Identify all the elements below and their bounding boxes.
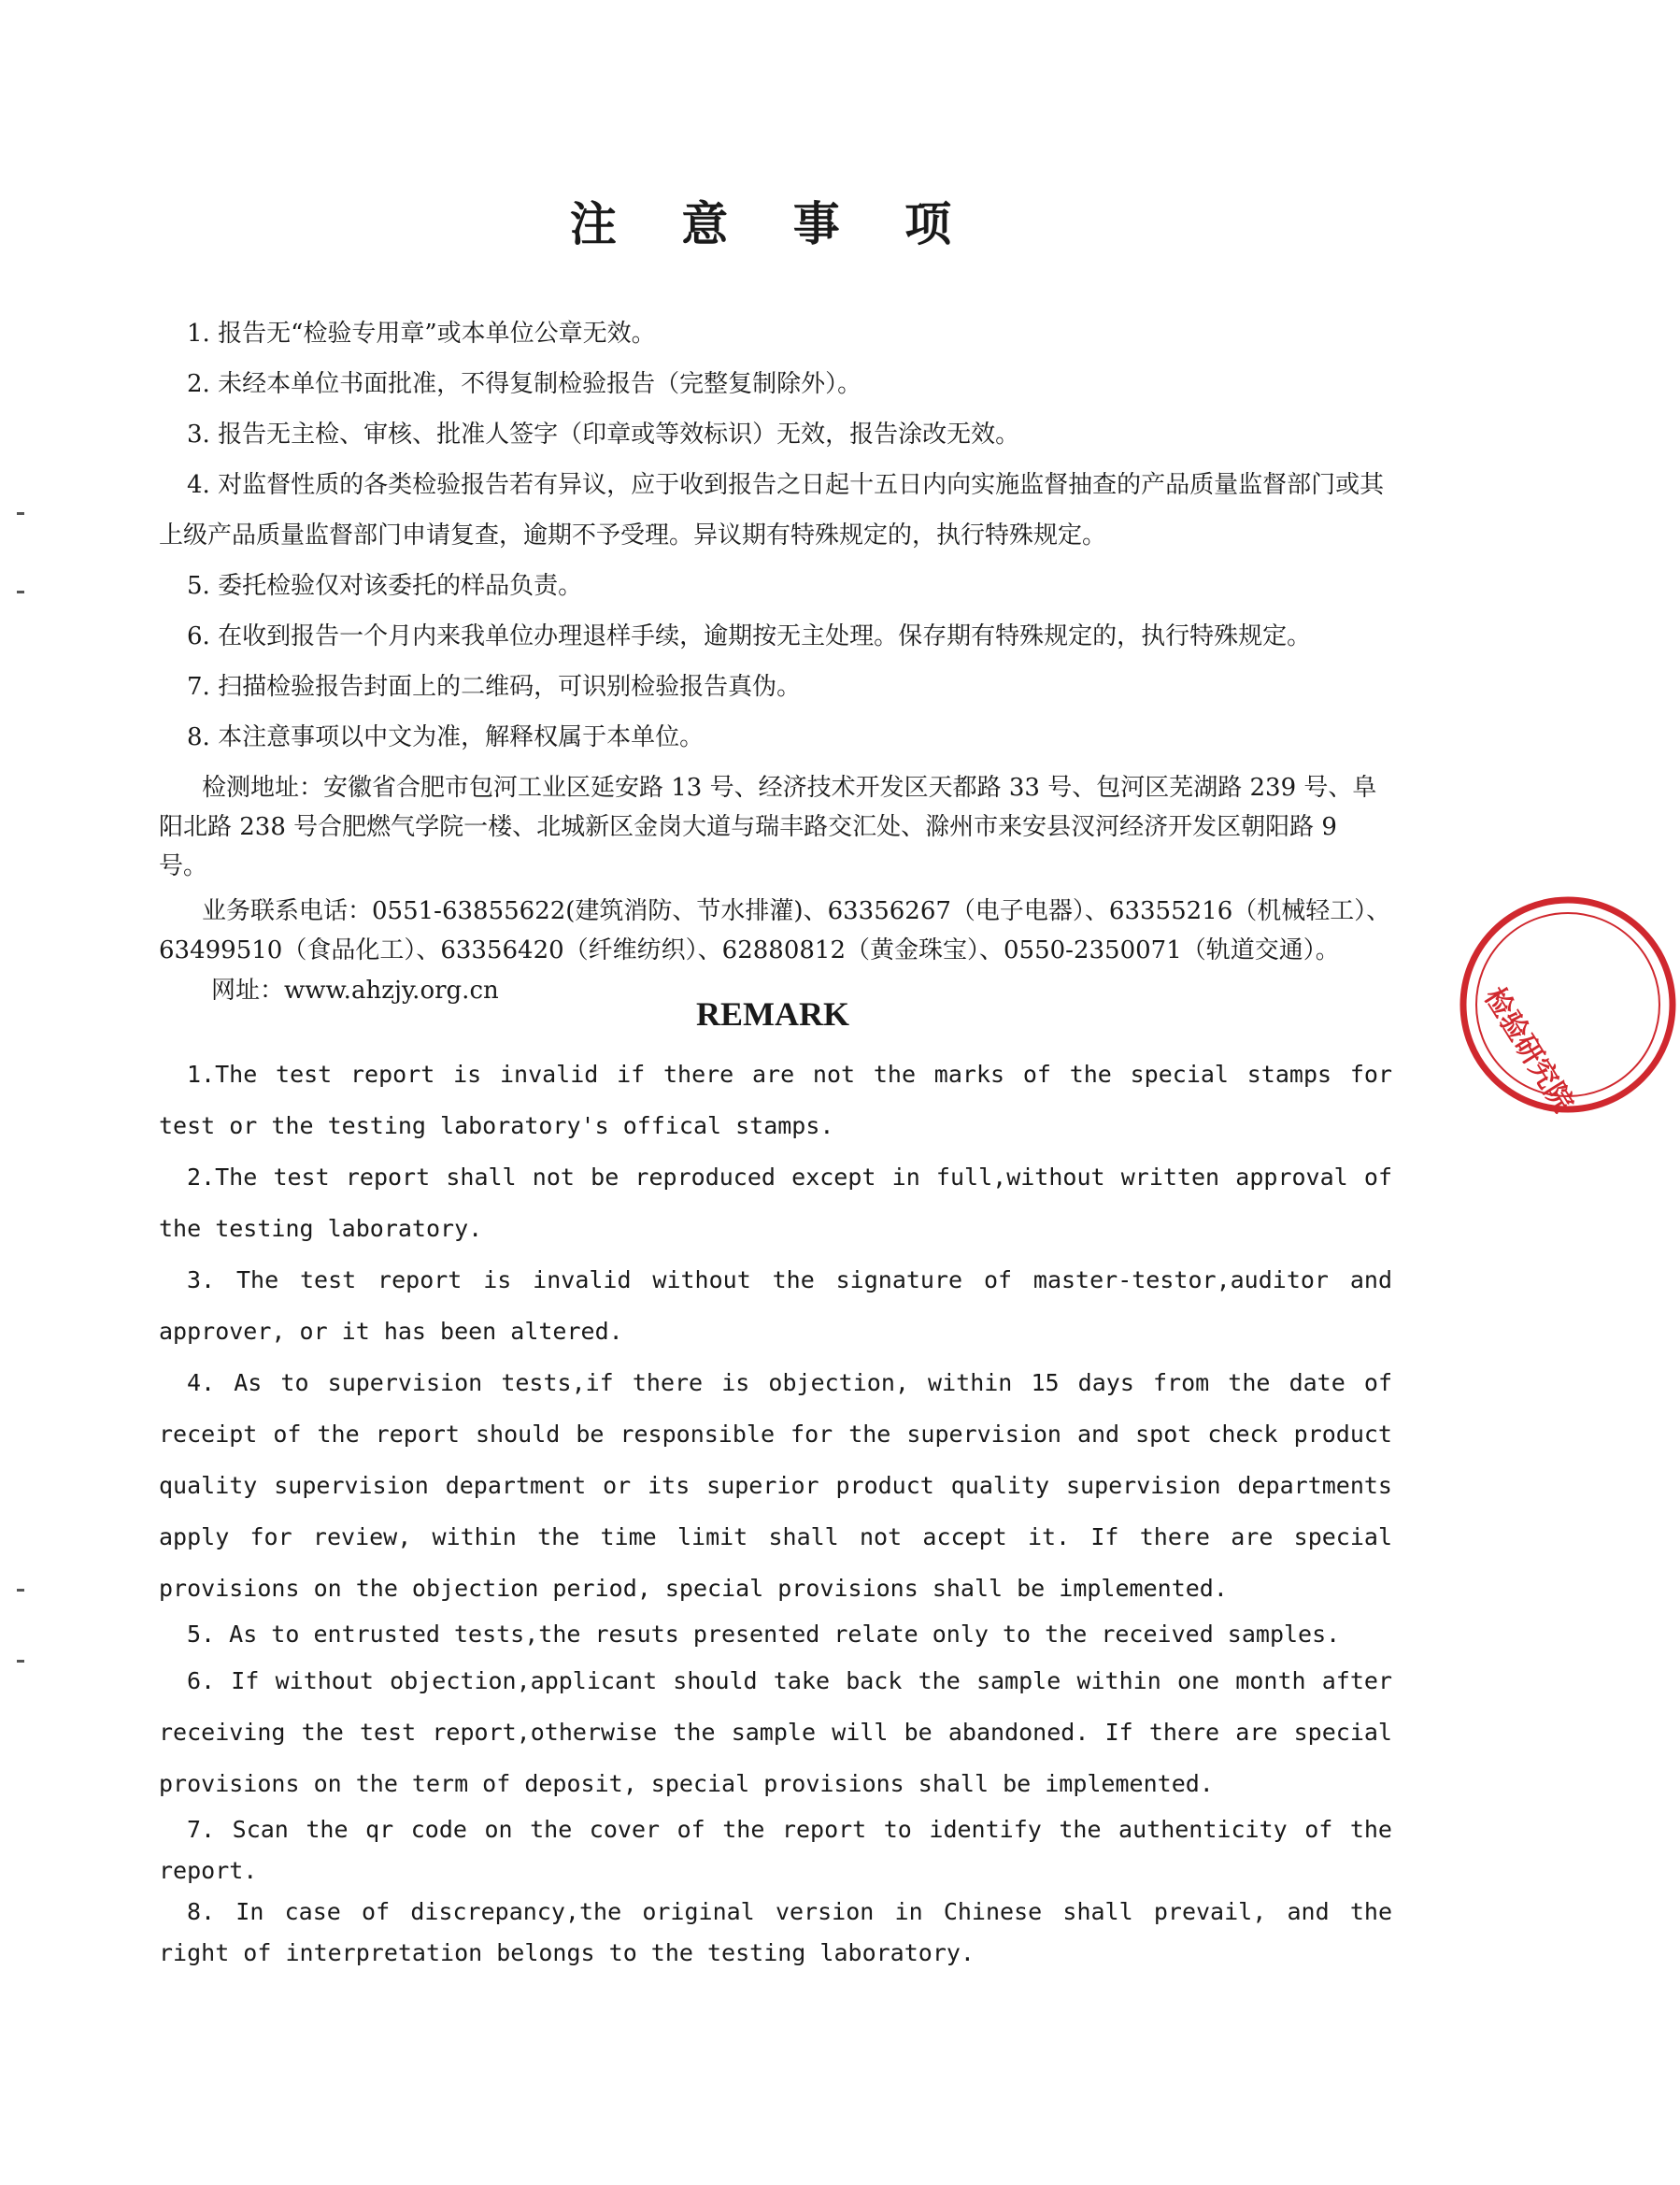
notice-item: 5. 委托检验仅对该委托的样品负责。: [187, 572, 583, 600]
seal-icon: [1456, 874, 1680, 1135]
edge-mark: [17, 1660, 24, 1663]
remark-item: 1.The test report is invalid if there are not the marks of the special stamps for test or the testing laboratory's offical stamps.: [159, 1061, 1392, 1139]
edge-mark: [17, 1589, 24, 1592]
edge-mark: [17, 512, 24, 515]
notice-item: 4. 对监督性质的各类检验报告若有异议，应于收到报告之日起十五日内向实施监督抽查的产品质量监督部门或其上级产品质量监督部门申请复查，逾期不予受理。异议期有特殊规定的，执行特殊规定。: [159, 471, 1385, 550]
notice-item: 7. 扫描检验报告封面上的二维码，可识别检验报告真伪。: [187, 673, 802, 701]
remark-item: 2.The test report shall not be reproduced except in full,without written approval of the testing laboratory.: [159, 1164, 1392, 1242]
notice-item: 2. 未经本单位书面批准，不得复制检验报告（完整复制除外）。: [187, 370, 862, 398]
remark-title: REMARK: [696, 995, 849, 1033]
svg-text:检验研究院: 检验研究院: [1477, 981, 1580, 1119]
remark-item: 7. Scan the qr code on the cover of the report to identify the authenticity of the report.: [159, 1816, 1392, 1884]
remark-item: 6. If without objection,applicant should take back the sample within one month after receiving the test report,otherwise the sample will be abandoned. If there are special provisions on the term of deposit, special provisions shall be implemented.: [159, 1667, 1392, 1797]
edge-mark: [17, 591, 24, 593]
remark-item: 3. The test report is invalid without the signature of master-testor,auditor and approver, or it has been altered.: [159, 1266, 1392, 1345]
business-phone: 业务联系电话：0551-63855622(建筑消防、节水排灌)、63356267（电子电器）、63355216（机械轻工）、63499510（食品化工）、63356420（纤维纺织）、62880812（黄金珠宝）、0550-2350071（轨道交通）。: [159, 897, 1391, 964]
remark-item: 5. As to entrusted tests,the resuts presented relate only to the received samples.: [187, 1621, 1341, 1648]
notice-item: 3. 报告无主检、审核、批准人签字（印章或等效标识）无效，报告涂改无效。: [187, 421, 1020, 449]
remark-item: 8. In case of discrepancy,the original version in Chinese shall prevail, and the right of interpretation belongs to the testing laboratory.: [159, 1898, 1392, 1966]
notice-item: 8. 本注意事项以中文为准，解释权属于本单位。: [187, 723, 705, 751]
website: 网址：www.ahzjy.org.cn: [211, 977, 499, 1005]
notice-item: 1. 报告无“检验专用章”或本单位公章无效。: [187, 320, 656, 348]
remark-list: [159, 1049, 1392, 1974]
notice-list: [159, 308, 1392, 1011]
test-address: 检测地址：安徽省合肥市包河工业区延安路 13 号、经济技术开发区天都路 33 号、包河区芜湖路 239 号、阜阳北路 238 号合肥燃气学院一楼、北城新区金岗大道与瑞丰路交汇处、滁州市来安县汊河经济开发区朝阳路 9 号。: [159, 774, 1377, 880]
official-seal: [1456, 874, 1580, 1135]
notice-item: 6. 在收到报告一个月内来我单位办理退样手续，逾期按无主处理。保存期有特殊规定的，执行特殊规定。: [187, 622, 1312, 650]
notice-title: 注 意 事 项: [569, 196, 976, 251]
remark-item: 4. As to supervision tests,if there is objection, within 15 days from the date of receipt of the report should be responsible for the supervision and spot check product quality supervision department or its superior product quality supervision departments apply for review, within the time limit shall not accept it. If there are special provisions on the objection period, special provisions shall be implemented.: [159, 1369, 1392, 1602]
